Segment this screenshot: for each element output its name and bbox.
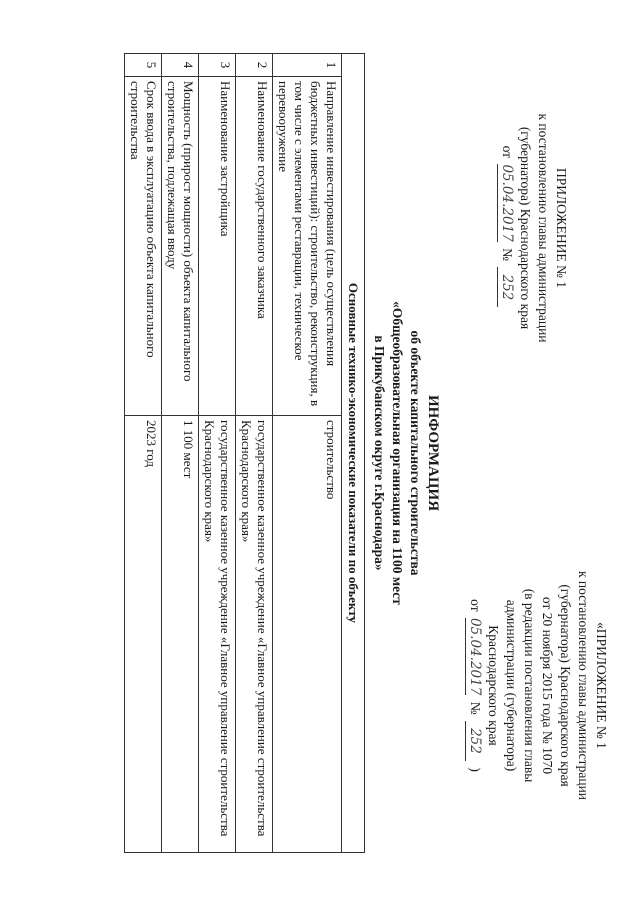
appendix-right-date-line: от 05.04.2017 № 252 ): [467, 598, 483, 772]
appendix-right-line: к постановлению главы администрации: [576, 570, 591, 800]
appendix-right: [465, 493, 610, 878]
appendix-left-line: (губернатора) Краснодарского края: [518, 126, 533, 329]
title-line: в Прикубанском округе г.Краснодара»: [372, 334, 387, 571]
handwritten-date: 05.04.2017: [467, 617, 483, 695]
handwritten-number: 252: [465, 720, 484, 760]
handwritten-number: 252: [497, 267, 516, 307]
appendix-left-heading: ПРИЛОЖЕНИЕ № 1: [554, 167, 569, 288]
row-number: 5: [125, 53, 162, 76]
handwritten-date: 05.04.2017: [499, 163, 515, 242]
appendix-right-line: (в редакции постановления главы: [522, 588, 537, 782]
table-row: [273, 53, 342, 852]
indicators-table: [124, 53, 365, 853]
row-name: Наименование застройщика: [199, 76, 236, 415]
table-row: [199, 53, 236, 852]
row-name: Направление инвестирования (цель осуществления бюджетных инвестиций): строительство, реконструкция, в том числе с элементами реставрации, техническое перевооружение: [273, 76, 342, 415]
appendix-left-date-line: от 05.04.2017 № 252: [497, 28, 516, 428]
table-row: [162, 53, 199, 852]
appendix-left: [497, 28, 570, 428]
appendix-left-line: к постановлению главы администрации: [536, 112, 551, 343]
table-row: [125, 53, 162, 852]
appendix-right-line: Краснодарского края: [486, 624, 501, 746]
row-value: государственное казенное учреждение «Главное управление строительства Краснодарского края»: [236, 415, 273, 852]
appendix-right-line: от 20 ноября 2015 года № 1070: [540, 596, 555, 774]
table-row: [236, 53, 273, 852]
row-value: государственное казенное учреждение «Главное управление строительства Краснодарского края»: [199, 415, 236, 852]
title-line: «Общеобразовательная организация на 1100 мест: [390, 300, 405, 605]
row-number: 1: [273, 53, 342, 76]
appendix-right-line: (губернатора) Краснодарского края: [558, 583, 573, 787]
row-number: 4: [162, 53, 199, 76]
row-name: Наименование государственного заказчика: [236, 76, 273, 415]
row-number: 3: [199, 53, 236, 76]
row-value: 1 100 мест: [162, 415, 199, 852]
row-name: Мощность (прирост мощности) объекта капитального строительства, подлежащая вводу: [162, 76, 199, 415]
table-header: Основные технико-экономические показатели по объекту: [342, 53, 365, 852]
title-heading: ИНФОРМАЦИЯ: [425, 394, 441, 511]
document-title: [370, 13, 442, 893]
appendix-right-heading: «ПРИЛОЖЕНИЕ № 1: [594, 621, 609, 749]
document-page: [30, 13, 610, 893]
row-value: строительство: [273, 415, 342, 852]
row-number: 2: [236, 53, 273, 76]
row-value: 2023 год: [125, 415, 162, 852]
appendix-right-line: администрации (губернатора): [504, 599, 519, 771]
title-line: об объекте капитального строительства: [408, 329, 423, 576]
row-name: Срок ввода в эксплуатацию объекта капитального строительства: [125, 76, 162, 415]
table-header-row: [342, 53, 365, 852]
